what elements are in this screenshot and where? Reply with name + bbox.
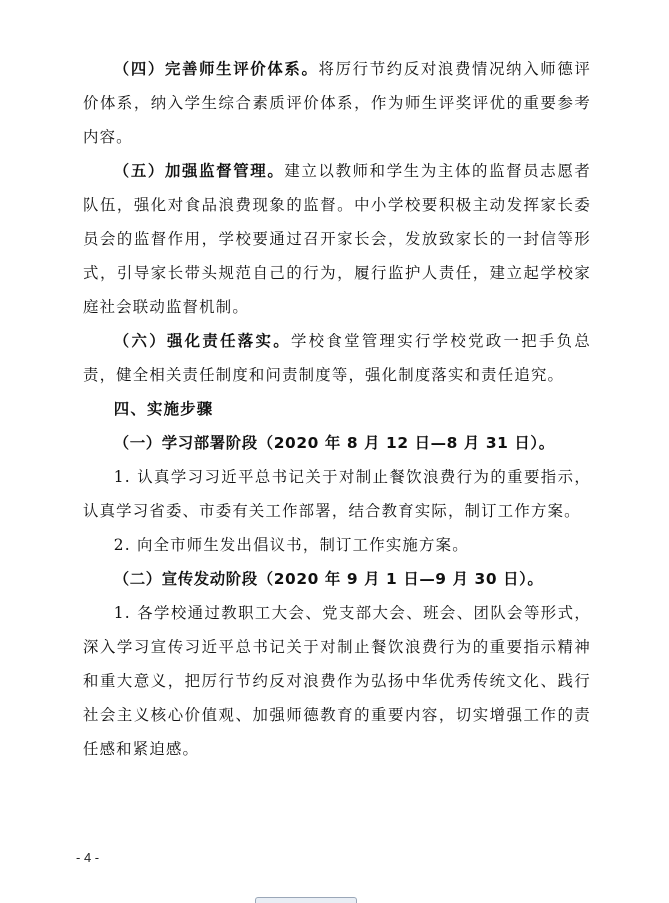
paragraph-text: 将厉行节约反对浪费情况纳入师德评价体系，纳入学生综合素质评价体系，作为师生评奖评优的重要参考内容。 xyxy=(83,60,591,146)
stage-1-item-1: 1. 认真学习习近平总书记关于对制止餐饮浪费行为的重要指示，认真学习省委、市委有关工作部署，结合教育实际，制订工作方案。 xyxy=(83,468,591,520)
stage-2-heading: （二）宣传发动阶段（2020 年 9 月 1 日—9 月 30 日）。 xyxy=(113,570,544,588)
stage-1-item-2: 2. 向全市师生发出倡议书，制订工作实施方案。 xyxy=(113,536,469,554)
paragraph-lead: （六）强化责任落实。 xyxy=(113,332,291,350)
page-number: - 4 - xyxy=(76,850,100,865)
stage-1-heading: （一）学习部署阶段（2020 年 8 月 12 日—8 月 31 日）。 xyxy=(113,434,555,452)
paragraph-responsibility xyxy=(83,324,591,392)
section-heading: 四、实施步骤 xyxy=(113,400,214,418)
paragraph-text: 学校食堂管理实行学校党政一把手负总责，健全相关责任制度和问责制度等，强化制度落实和责任追究。 xyxy=(83,332,591,384)
paragraph-supervision xyxy=(83,154,591,324)
paragraph-evaluation-system xyxy=(83,52,591,154)
document-body xyxy=(83,52,591,766)
paragraph-lead: （四）完善师生评价体系。 xyxy=(113,60,319,78)
page-edge-tab xyxy=(255,897,357,903)
stage-2-item-1: 1. 各学校通过教职工大会、党支部大会、班会、团队会等形式，深入学习宣传习近平总书记关于对制止餐饮浪费行为的重要指示精神和重大意义，把厉行节约反对浪费作为弘扬中华优秀传统文化、践行社会主义核心价值观、加强师德教育的重要内容，切实增强工作的责任感和紧迫感。 xyxy=(83,604,591,758)
paragraph-text: 建立以教师和学生为主体的监督员志愿者队伍，强化对食品浪费现象的监督。中小学校要积极主动发挥家长委员会的监督作用，学校要通过召开家长会，发放致家长的一封信等形式，引导家长带头规范自己的行为，履行监护人责任，建立起学校家庭社会联动监督机制。 xyxy=(83,162,591,316)
paragraph-lead: （五）加强监督管理。 xyxy=(113,162,285,180)
